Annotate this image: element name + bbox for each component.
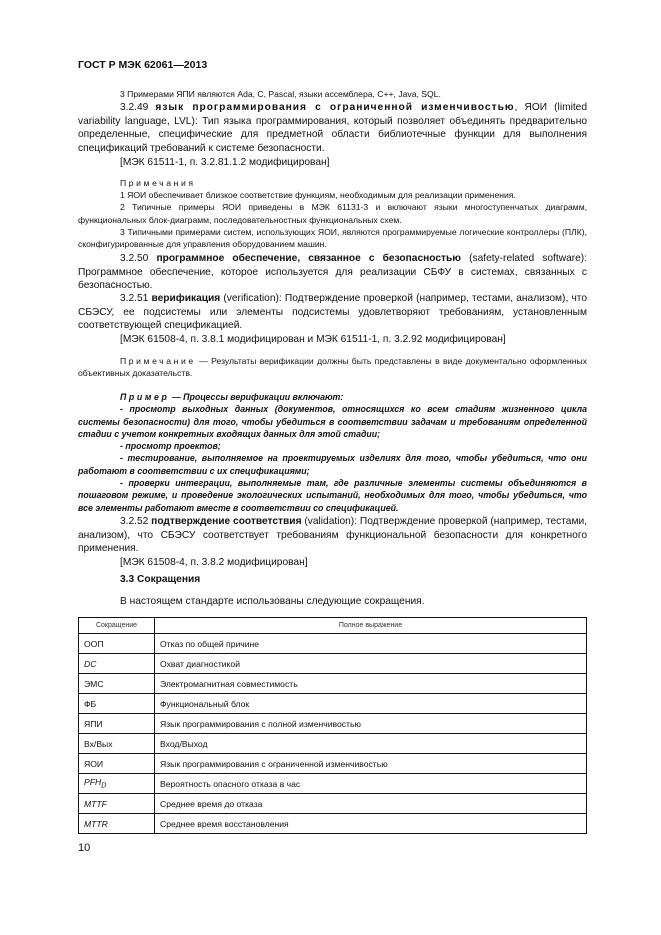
- definition: [78, 292, 587, 333]
- abbreviation: DC: [84, 658, 97, 669]
- example-intro-text: — Процессы верификации включают:: [169, 392, 344, 402]
- full-expression-cell: Среднее время до отказа: [155, 794, 587, 814]
- clause-number: 3.2.49: [120, 102, 156, 113]
- abbreviation-cell: [79, 654, 155, 674]
- abbreviation-cell: [79, 774, 155, 794]
- abbreviation-cell: [79, 714, 155, 734]
- table-row: [79, 694, 587, 714]
- clause-number: 3.2.50: [120, 253, 157, 264]
- definition-text: (validation): Подтверждение проверкой (например, тестами, анализом), что СБЭСУ соответствует требованиям функциональной безопасности для конкретного применения.: [78, 516, 588, 555]
- abbreviation-cell: [79, 674, 155, 694]
- clause-number: 3.2.51: [120, 293, 152, 304]
- column-header: Полное выражение: [155, 618, 587, 634]
- reference: [МЭК 61511-1, п. 3.2.81.1.2 модифицирован]: [120, 156, 330, 168]
- note-label: Примечание: [120, 356, 196, 366]
- note-text: 3 Примерами ЯПИ являются Ada, C, Pascal, языки ассемблера, C++, Java, SQL.: [120, 89, 441, 99]
- table-row: [79, 814, 587, 834]
- column-header: Сокращение: [79, 618, 155, 634]
- abbreviation: PFH: [84, 777, 102, 788]
- abbreviation-cell: [79, 694, 155, 714]
- abbreviation: Вх/Вых: [84, 738, 113, 749]
- term: программное обеспечение, связанное с безопасностью: [156, 253, 461, 264]
- table-row: [79, 634, 587, 654]
- table-row: [79, 734, 587, 754]
- term: верификация: [151, 293, 221, 304]
- page-number: 10: [78, 842, 91, 854]
- full-expression-cell: Язык программирования с ограниченной изменчивостью: [155, 754, 587, 774]
- table-row: [79, 754, 587, 774]
- definition-text: (verification): Подтверждение проверкой (например, тестами, анализом), что СБЭСУ, ее подсистемы или элементы подсистемы удовлетворяют требованиям, установленным соответствующей спецификацией.: [78, 293, 587, 332]
- example-item: - просмотр проектов;: [120, 441, 221, 452]
- section-3-3: [78, 573, 587, 608]
- example-intro: [78, 391, 587, 403]
- table-row: [79, 774, 587, 794]
- section-title: 3.3 Сокращения: [120, 574, 201, 585]
- reference: [МЭК 61508-4, п. 3.8.1 модифицирован и МЭК 61511-1, п. 3.2.92 модифицирован]: [120, 334, 506, 346]
- definition-text: (safety-related software): Программное обеспечение, которое используется для реализации СБФУ в системах, связанных с безопасностью.: [78, 253, 588, 292]
- reference: [МЭК 61508-4, п. 3.8.2 модифицирован]: [120, 557, 308, 569]
- clause-number: 3.2.52: [120, 516, 152, 527]
- section-3-2-52: [78, 515, 587, 570]
- note-item: 2 Типичные примеры ЯОИ приведены в МЭК 61131-3 и включают языки многоступенчатых диаграмм, функциональных блок-диаграмм, последовательностных функциональных схем.: [78, 202, 587, 225]
- example-block: [78, 391, 587, 514]
- abbreviation: MTTR: [84, 818, 108, 829]
- full-expression-cell: Среднее время восстановления: [155, 814, 587, 834]
- note-top: [78, 88, 587, 100]
- abbreviations-table: [78, 617, 587, 834]
- full-expression-cell: Электромагнитная совместимость: [155, 674, 587, 694]
- table-row: [79, 714, 587, 734]
- abbreviation: ЯПИ: [84, 718, 103, 729]
- abbreviation-cell: [79, 794, 155, 814]
- table-row: [79, 654, 587, 674]
- full-expression-cell: Вход/Выход: [155, 734, 587, 754]
- example-item: - проверки интеграции, выполняемые там, где различные элементы системы объединяются в пошаговом режиме, и проведение экологических испытаний, необходимых для того, чтобы убедиться, что все элементы работают вместе в соответствии со спецификацией.: [78, 478, 587, 513]
- abbreviation-cell: [79, 754, 155, 774]
- section-3-2-49: [78, 101, 587, 170]
- section-intro: В настоящем стандарте использованы следующие сокращения.: [120, 595, 425, 607]
- document-header: ГОСТ Р МЭК 62061—2013: [78, 59, 208, 71]
- subscript: D: [101, 781, 107, 790]
- section-3-2-51: [78, 292, 587, 347]
- note-item: 3 Типичными примерами систем, использующих ЯОИ, являются программируемые логические контроллеры (ПЛК), сконфигурированные для управления оборудованием машин.: [78, 226, 587, 250]
- table-row: [79, 674, 587, 694]
- note: [78, 355, 587, 379]
- full-expression-cell: Язык программирования с полной изменчивостью: [155, 714, 587, 734]
- full-expression-cell: Вероятность опасного отказа в час: [155, 774, 587, 794]
- notes-title: Примечания: [120, 178, 196, 188]
- table-header-row: [79, 618, 587, 634]
- abbreviation: ФБ: [84, 698, 97, 709]
- definition-text: , ЯОИ (limited variability language, LVL): Тип языка программирования, который позволяет объединять предварительно определенные, специфические для предметной области библиотечные функции для выполнения спецификаций требований к системе безопасности.: [78, 102, 587, 155]
- note-text: — Результаты верификации должны быть представлены в виде документально оформленных объективных доказательств.: [78, 356, 587, 379]
- abbreviation-cell: [79, 634, 155, 654]
- abbreviation: MTTF: [84, 798, 107, 809]
- definition: [78, 101, 587, 156]
- term: язык программирования с ограниченной изменчивостью: [155, 102, 515, 113]
- note-3-2-51: [78, 355, 587, 379]
- abbreviation: ЭМС: [84, 678, 104, 689]
- abbreviation: ООП: [84, 638, 104, 649]
- definition: [78, 515, 587, 556]
- example-label: Пример: [120, 392, 170, 402]
- definition: [78, 252, 587, 293]
- table-row: [79, 794, 587, 814]
- abbreviation-cell: [79, 814, 155, 834]
- section-3-2-50: [78, 252, 587, 293]
- full-expression-cell: Функциональный блок: [155, 694, 587, 714]
- term: подтверждение соответствия: [151, 516, 302, 527]
- abbreviation: ЯОИ: [84, 758, 104, 769]
- abbreviation-cell: [79, 734, 155, 754]
- full-expression-cell: Охват диагностикой: [155, 654, 587, 674]
- example-item: - тестирование, выполняемое на проектируемых изделиях для того, чтобы убедиться, что они работают в соответствии с их спецификациями;: [78, 453, 587, 476]
- notes-3-2-49: [78, 177, 587, 250]
- full-expression-cell: Отказ по общей причине: [155, 634, 587, 654]
- note-item: 1 ЯОИ обеспечивает близкое соответствие функциям, необходимым для реализации применения.: [120, 190, 516, 201]
- example-item: - просмотр выходных данных (документов, относящихся ко всем стадиям жизненного цикла системы безопасности) для того, чтобы убедиться в соответствии задачам и требованиям определенной стадии с учетом конкретных входящих данных для этой стадии;: [78, 404, 587, 439]
